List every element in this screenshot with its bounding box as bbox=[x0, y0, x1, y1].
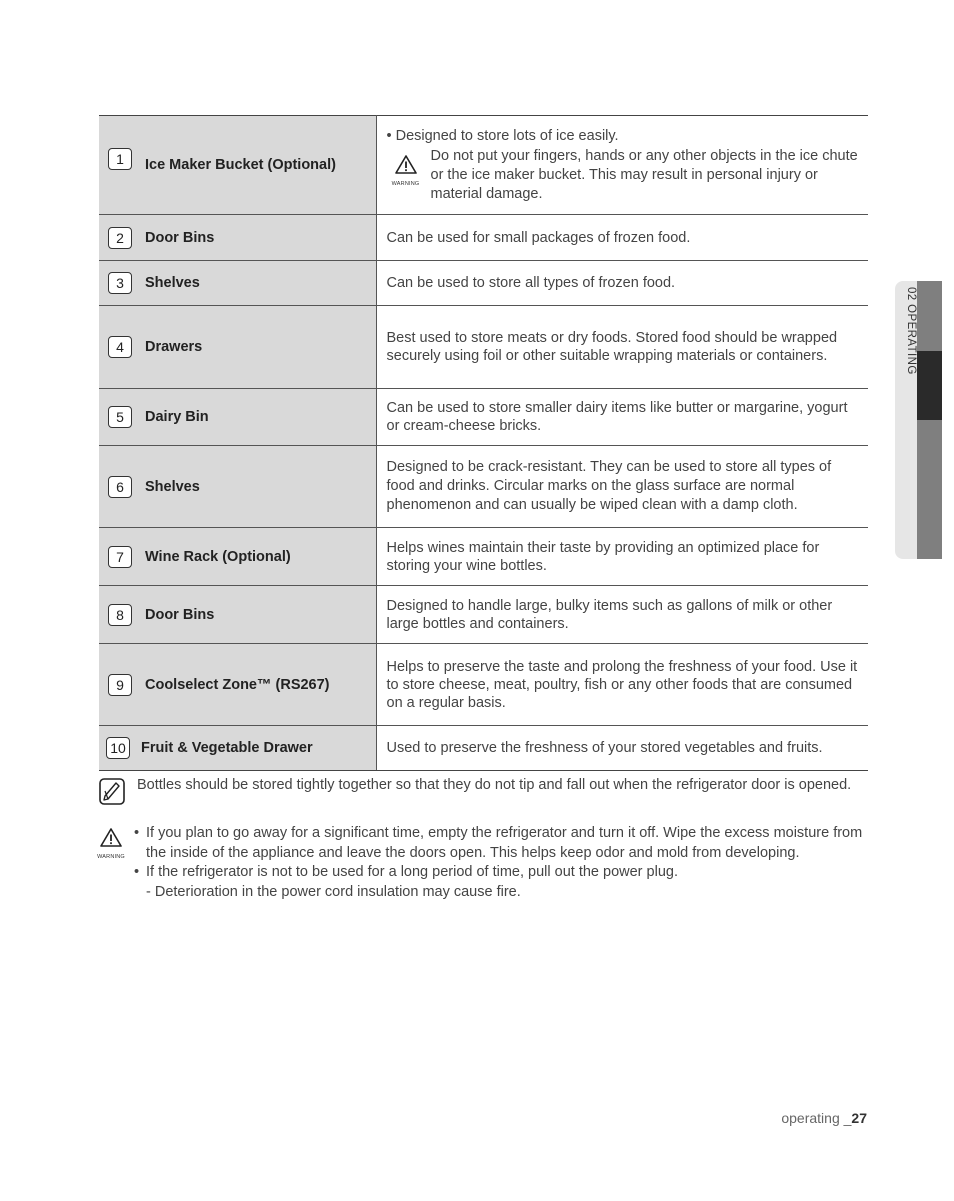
warning-item-text: If the refrigerator is not to be used for a long period of time, pull out the power plug. bbox=[146, 864, 678, 880]
note-block bbox=[99, 776, 868, 805]
warning-block bbox=[96, 824, 868, 902]
part-description: Used to preserve the freshness of your stored vegetables and fruits. bbox=[376, 726, 868, 771]
warning-item: • If you plan to go away for a significant time, empty the refrigerator and turn it off. Wipe the excess moisture from the inside of the appliance and leave the doors open. This helps keep odor and mold from developing. bbox=[134, 824, 868, 863]
table-row bbox=[99, 215, 868, 261]
note-text: Bottles should be stored tightly together so that they do not tip and fall out when the refrigerator door is opened. bbox=[137, 777, 852, 793]
part-description-cell bbox=[376, 116, 868, 215]
part-number-badge: 6 bbox=[108, 476, 132, 498]
warning-icon-label: WARNING bbox=[97, 854, 125, 860]
warning-item-text: If you plan to go away for a significant time, empty the refrigerator and turn it off. Wipe the excess moisture from the inside of the appliance and leave the doors open. This helps keep odor and mold from developing. bbox=[146, 825, 863, 861]
part-name: Dairy Bin bbox=[145, 409, 209, 425]
side-tab-active-bar bbox=[917, 351, 942, 420]
warning-icon bbox=[391, 155, 421, 194]
part-number-badge: 9 bbox=[108, 674, 132, 696]
part-description: Designed to handle large, bulky items such as gallons of milk or other large bottles and containers. bbox=[376, 586, 868, 644]
part-description: Can be used to store smaller dairy items like butter or margarine, yogurt or cream-cheese bricks. bbox=[376, 389, 868, 446]
part-name-cell bbox=[99, 306, 376, 389]
part-name: Door Bins bbox=[145, 606, 215, 623]
part-number-badge: 2 bbox=[108, 227, 132, 249]
part-description: Helps to preserve the taste and prolong the freshness of your food. Use it to store cheese, meat, poultry, fish or any other foods that are consumed on a regular basis. bbox=[376, 644, 868, 726]
table-row bbox=[99, 389, 868, 446]
footer-section: operating _ bbox=[781, 1110, 852, 1126]
part-number-badge: 3 bbox=[108, 272, 132, 294]
part-description: Designed to be crack-resistant. They can be used to store all types of food and drinks. Circular marks on the glass surface are normal phenomenon and can usually be wiped clean with a damp cloth. bbox=[376, 446, 868, 528]
part-description: Can be used to store all types of frozen food. bbox=[376, 261, 868, 306]
part-name: Coolselect Zone™ (RS267) bbox=[145, 676, 330, 693]
part-name-cell bbox=[99, 116, 376, 215]
table-row bbox=[99, 261, 868, 306]
table-row bbox=[99, 446, 868, 528]
part-description: Can be used for small packages of frozen food. bbox=[376, 215, 868, 261]
note-pencil-icon bbox=[99, 778, 125, 805]
part-name-cell bbox=[99, 726, 376, 771]
part-warning: Do not put your fingers, hands or any other objects in the ice chute or the ice maker bucket. This may result in personal injury or material damage. bbox=[430, 147, 858, 202]
part-description: • Designed to store lots of ice easily. bbox=[386, 127, 619, 144]
part-name-cell bbox=[99, 586, 376, 644]
table-row bbox=[99, 644, 868, 726]
parts-table bbox=[99, 115, 868, 771]
part-name: Door Bins bbox=[145, 229, 215, 246]
side-tab-bar bbox=[917, 281, 942, 351]
part-name: Ice Maker Bucket (Optional) bbox=[145, 157, 336, 173]
part-description: Helps wines maintain their taste by providing an optimized place for storing your wine bottles. bbox=[376, 528, 868, 586]
part-name-cell bbox=[99, 528, 376, 586]
part-number-badge: 4 bbox=[108, 336, 132, 358]
part-name-cell bbox=[99, 389, 376, 446]
part-name: Drawers bbox=[145, 339, 203, 355]
warning-item: • If the refrigerator is not to be used for a long period of time, pull out the power plug. bbox=[134, 863, 868, 883]
part-number-badge: 1 bbox=[108, 148, 132, 170]
table-row bbox=[99, 306, 868, 389]
part-number-badge: 8 bbox=[108, 604, 132, 626]
part-number-badge: 10 bbox=[106, 737, 130, 759]
warning-icon-label: WARNING bbox=[391, 180, 420, 187]
part-name: Fruit & Vegetable Drawer bbox=[141, 740, 313, 756]
warning-subitem: - Deterioration in the power cord insulation may cause fire. bbox=[146, 883, 521, 900]
warning-list bbox=[134, 824, 868, 902]
chapter-side-tab bbox=[895, 281, 942, 559]
page-number: 27 bbox=[851, 1110, 867, 1126]
page-footer bbox=[781, 1110, 867, 1126]
part-name-cell bbox=[99, 644, 376, 726]
table-row bbox=[99, 528, 868, 586]
part-name: Shelves bbox=[145, 478, 200, 495]
part-name: Shelves bbox=[145, 275, 200, 291]
chapter-label: 02 OPERATING bbox=[905, 287, 917, 375]
warning-icon bbox=[96, 828, 126, 902]
side-tab-bar bbox=[917, 420, 942, 559]
table-row bbox=[99, 726, 868, 771]
part-name-cell bbox=[99, 261, 376, 306]
table-row bbox=[99, 116, 868, 215]
part-number-badge: 5 bbox=[108, 406, 132, 428]
part-description: Best used to store meats or dry foods. Stored food should be wrapped securely using foil or other suitable wrapping materials or containers. bbox=[376, 306, 868, 389]
table-row bbox=[99, 586, 868, 644]
part-name: Wine Rack (Optional) bbox=[145, 548, 291, 565]
part-number-badge: 7 bbox=[108, 546, 132, 568]
part-name-cell bbox=[99, 215, 376, 261]
part-name-cell bbox=[99, 446, 376, 528]
